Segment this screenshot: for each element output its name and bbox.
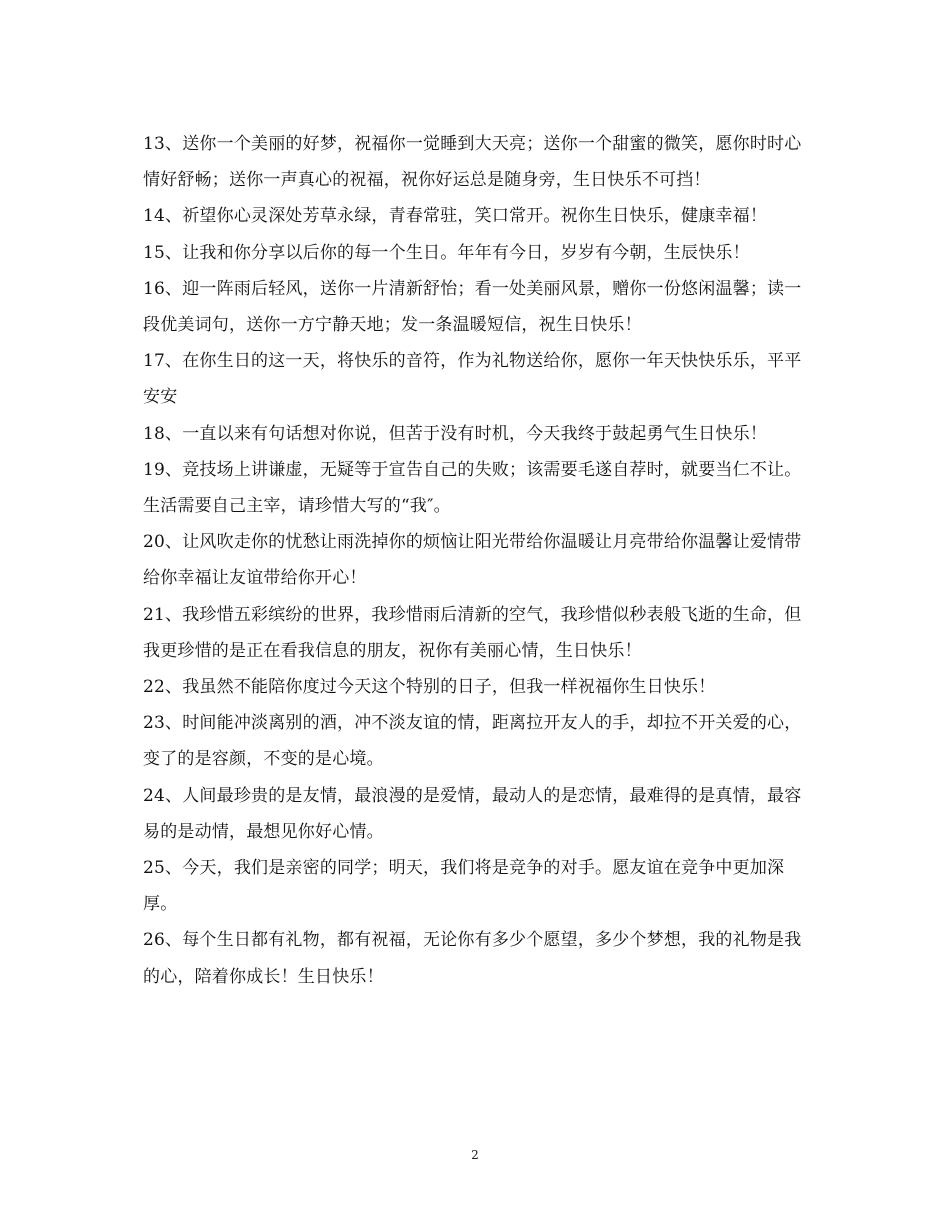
blessing-entry-16: 16、迎一阵雨后轻风，送你一片清新舒怡；看一处美丽风景，赠你一份悠闲温馨；读一段优美词句，送你一方宁静天地；发一条温暖短信，祝生日快乐！ <box>143 278 802 336</box>
blessing-entry-20: 20、让风吹走你的忧愁让雨洗掉你的烦恼让阳光带给你温暖让月亮带给你温馨让爱情带给你幸福让友谊带给你开心！ <box>143 532 802 589</box>
blessing-entry-22: 22、我虽然不能陪你度过今天这个特别的日子，但我一样祝福你生日快乐！ <box>143 677 716 698</box>
blessing-entry-18: 18、一直以来有句话想对你说，但苦于没有时机，今天我终于鼓起勇气生日快乐！ <box>143 423 768 444</box>
blessing-entry-23: 23、时间能冲淡离别的酒，冲不淡友谊的情，距离拉开友人的手，却拉不开关爱的心，变了的是容颜，不变的是心境。 <box>143 713 802 770</box>
blessing-entry-24: 24、人间最珍贵的是友情，最浪漫的是爱情，最动人的是恋情，最难得的是真情，最容易的是动情，最想见你好心情。 <box>143 785 802 842</box>
blessing-entry-13: 13、送你一个美丽的好梦，祝福你一觉睡到大天亮；送你一个甜蜜的微笑，愿你时时心情好舒畅；送你一声真心的祝福，祝你好运总是随身旁，生日快乐不可挡！ <box>143 134 802 191</box>
page-number: 2 <box>471 1148 479 1162</box>
blessing-entry-21: 21、我珍惜五彩缤纷的世界，我珍惜雨后清新的空气，我珍惜似秒表般飞逝的生命，但我更珍惜的是正在看我信息的朋友，祝你有美丽心情，生日快乐！ <box>143 604 802 661</box>
blessing-entry-26: 26、每个生日都有礼物，都有祝福，无论你有多少个愿望，多少个梦想，我的礼物是我的心，陪着你成长！生日快乐！ <box>143 930 802 987</box>
blessing-entry-15: 15、让我和你分享以后你的每一个生日。年年有今日，岁岁有今朝，生辰快乐！ <box>143 242 750 263</box>
blessing-entry-17: 17、在你生日的这一天，将快乐的音符，作为礼物送给你，愿你一年天快快乐乐，平平安安 <box>143 351 802 408</box>
blessing-entry-14: 14、祈望你心灵深处芳草永绿，青春常驻，笑口常开。祝你生日快乐，健康幸福！ <box>143 206 768 227</box>
document-body <box>143 126 803 995</box>
blessing-entry-19: 19、竞技场上讲谦虚，无疑等于宣告自己的失败；该需要毛遂自荐时，就要当仁不让。生活需要自己主宰，请珍惜大写的“我″。 <box>143 459 802 517</box>
blessing-entry-25: 25、今天，我们是亲密的同学；明天，我们将是竞争的对手。愿友谊在竞争中更加深厚。 <box>143 858 785 915</box>
